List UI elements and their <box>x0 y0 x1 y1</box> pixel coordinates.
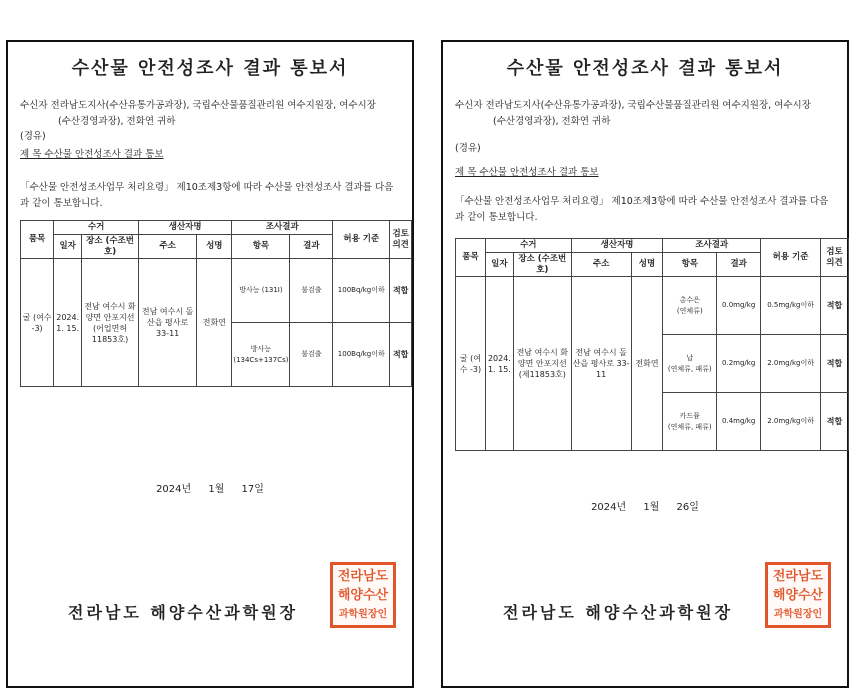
header-result: 결과 <box>290 235 333 259</box>
table-row <box>456 277 849 335</box>
cell-result: 불검출 <box>290 259 333 323</box>
cell-allow: 2.0mg/kg이하 <box>761 393 821 451</box>
header-allow: 허용 기준 <box>761 239 821 277</box>
cell-item: 굴 (여수 -3) <box>21 259 54 387</box>
recipient-block <box>20 98 406 130</box>
official-seal <box>330 562 396 628</box>
result-table <box>20 220 412 387</box>
header-collect: 수거 <box>54 221 139 235</box>
header-collect: 수거 <box>485 239 571 253</box>
notice-document-2 <box>441 40 849 688</box>
cell-allow: 100Bq/kg이하 <box>333 259 390 323</box>
cell-result: 0.2mg/kg <box>717 335 761 393</box>
cell-review: 적합 <box>821 277 849 335</box>
issue-date: 2024년 1월 17일 <box>156 484 264 495</box>
cell-date: 2024. 1. 15. <box>54 259 82 387</box>
header-date: 일자 <box>54 235 82 259</box>
header-address: 주소 <box>571 253 631 277</box>
subject-line: 제 목 수산물 안전성조사 결과 통보 <box>20 149 164 160</box>
body-text: 「수산물 안전성조사업무 처리요령」 제10조제3항에 따라 수산물 안전성조사 결과를 다음과 같이 통보합니다. <box>20 182 394 209</box>
test-scope: (연체류, 패류) <box>667 364 712 373</box>
header-date: 일자 <box>485 253 513 277</box>
cell-date: 2024. 1. 15. <box>485 277 513 451</box>
document-title: 수산물 안전성조사 결과 통보서 <box>506 58 784 79</box>
recipient-block <box>455 98 841 130</box>
header-result-group: 조사결과 <box>232 221 333 235</box>
cell-review: 적합 <box>821 335 849 393</box>
cell-place: 전남 여수시 화양면 안포지선 (어업면허11853호) <box>82 259 139 387</box>
header-test: 항목 <box>663 253 717 277</box>
via-label: (경유) <box>20 131 46 142</box>
issue-date: 2024년 1월 26일 <box>591 502 699 513</box>
header-name: 성명 <box>631 253 663 277</box>
seal-text: 전라남도 <box>337 568 389 584</box>
header-allow: 허용 기준 <box>333 221 390 259</box>
header-producer: 생산자명 <box>139 221 232 235</box>
cell-name: 전화연 <box>631 277 663 451</box>
cell-allow: 2.0mg/kg이하 <box>761 335 821 393</box>
recipient-line: (수산경영과장), 전화연 귀하 <box>58 116 176 127</box>
cell-place: 전남 여수시 화양면 안포지선 (제11853호) <box>513 277 571 451</box>
issuer-name: 전라남도 해양수산과학원장 <box>503 603 734 622</box>
document-title: 수산물 안전성조사 결과 통보서 <box>71 58 349 79</box>
recipient-line: 수신자 전라남도지사(수산유통가공과장), 국립수산물품질관리원 여수지원장, 여수시장 <box>455 100 811 111</box>
cell-review: 적합 <box>821 393 849 451</box>
cell-address: 전남 여수시 돌산읍 평사로 33-11 <box>571 277 631 451</box>
cell-result: 불검출 <box>290 323 333 387</box>
test-name: 납 <box>686 353 694 362</box>
seal-text: 과학원장인 <box>338 608 388 620</box>
recipient-line: 수신자 전라남도지사(수산유통가공과장), 국립수산물품질관리원 여수지원장, 여수시장 <box>20 100 376 111</box>
header-item: 품목 <box>456 239 486 277</box>
cell-allow: 100Bq/kg이하 <box>333 323 390 387</box>
cell-allow: 0.5mg/kg이하 <box>761 277 821 335</box>
header-place: 장소 (수조번호) <box>513 253 571 277</box>
header-test: 항목 <box>232 235 290 259</box>
recipient-line: (수산경영과장), 전화연 귀하 <box>493 116 611 127</box>
header-result: 결과 <box>717 253 761 277</box>
cell-result: 0.4mg/kg <box>717 393 761 451</box>
header-name: 성명 <box>197 235 232 259</box>
cell-result: 0.0mg/kg <box>717 277 761 335</box>
header-review: 검토 의견 <box>390 221 412 259</box>
cell-test: 방사능 (134Cs+137Cs) <box>232 323 290 387</box>
header-address: 주소 <box>139 235 197 259</box>
cell-review: 적합 <box>390 323 412 387</box>
result-table <box>455 238 849 451</box>
body-text: 「수산물 안전성조사업무 처리요령」 제10조제3항에 따라 수산물 안전성조사 결과를 다음과 같이 통보합니다. <box>455 196 829 223</box>
cell-test: 방사능 (131I) <box>232 259 290 323</box>
seal-text: 전라남도 <box>772 568 824 584</box>
header-producer: 생산자명 <box>571 239 663 253</box>
cell-address: 전남 여수시 돌산읍 평사로 33-11 <box>139 259 197 387</box>
cell-test <box>663 393 717 451</box>
notice-document-1 <box>6 40 414 688</box>
seal-text: 과학원장인 <box>773 608 823 620</box>
cell-item: 굴 (여수 -3) <box>456 277 486 451</box>
header-place: 장소 (수조번호) <box>82 235 139 259</box>
test-name: 총수은 <box>679 295 700 304</box>
cell-name: 전화연 <box>197 259 232 387</box>
test-scope: (연체류, 패류) <box>667 422 712 431</box>
official-seal <box>765 562 831 628</box>
via-label: (경유) <box>455 143 481 154</box>
cell-test <box>663 277 717 335</box>
seal-text: 해양수산 <box>772 587 824 603</box>
table-row <box>21 259 412 323</box>
cell-review: 적합 <box>390 259 412 323</box>
header-result-group: 조사결과 <box>663 239 761 253</box>
cell-test <box>663 335 717 393</box>
seal-text: 해양수산 <box>337 587 389 603</box>
test-scope: (연체류) <box>676 306 703 315</box>
test-name: 카드뮴 <box>679 411 700 420</box>
header-review: 검토 의견 <box>821 239 849 277</box>
header-item: 품목 <box>21 221 54 259</box>
subject-line: 제 목 수산물 안전성조사 결과 통보 <box>455 167 599 178</box>
issuer-name: 전라남도 해양수산과학원장 <box>68 603 299 622</box>
